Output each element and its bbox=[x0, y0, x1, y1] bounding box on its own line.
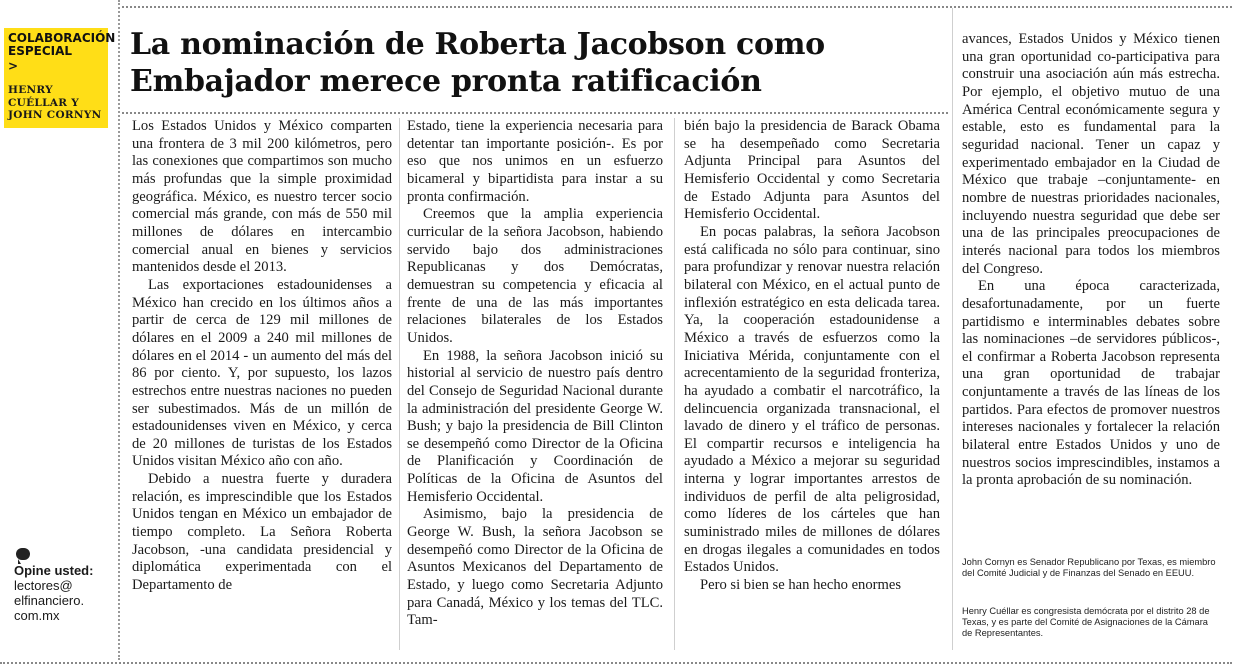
column-divider bbox=[952, 8, 953, 650]
paragraph: En 1988, la señora Jacobson inició su historial al servicio de nuestro país dentro del Consejo de Seguridad Nacional durante la administración del presidente George W. Bush; y bajo la presidencia de Bill Clinton se desempeñó como Director de la Oficina de Planificación y Coordinación de Políticas de la Oficina de Asuntos del Hemisferio Occidental. bbox=[407, 347, 663, 505]
author-names bbox=[8, 84, 108, 122]
paragraph: En pocas palabras, la señora Jacobson está calificada no sólo para continuar, sino para profundizar y renovar nuestra relación bilateral con México, en el actual punto de inflexión estratégico en esta delicada tarea. Ya, la cooperación estadounidense a México a través de esfuerzos como la Iniciativa Mérida, conjuntamente con el acrecentamiento de la seguridad fronteriza, ha ayudado a combatir el narcotráfico, la delincuencia organizada transnacional, el lavado de dinero y el tráfico de personas. El compartir recursos e inteligencia ha ayudado a México a mejorar su seguridad interna y lograr importantes arrestos de individuos de perfil de alta peligrosidad, como líderes de los cárteles que han suministrado miles de millones de dólares en drogas ilegales a comunidades en todos Estados Unidos. bbox=[684, 223, 940, 576]
paragraph: bién bajo la presidencia de Barack Obama se ha desempeñado como Secretaria Adjunta Principal para Asuntos del Hemisferio Occidental y como Secretaria de Estado Adjunta para Asuntos del Hemisferio Occidental. bbox=[684, 118, 940, 223]
bottom-dotted-rule bbox=[0, 662, 1232, 664]
headline-line: La nominación de Roberta Jacobson como bbox=[130, 27, 825, 62]
headline-line: Embajador merece pronta ratificación bbox=[130, 64, 762, 99]
paragraph: Creemos que la amplia experiencia curricular de la señora Jacobson, habiendo servido bajo dos administraciones Republicanas y dos Demócratas, demuestran su competencia y eficacia al frente de una de las más importantes relaciones bilaterales de los Estados Unidos. bbox=[407, 206, 663, 346]
arrow-right-icon: > bbox=[8, 59, 19, 73]
speech-bubble-icon bbox=[16, 548, 30, 560]
sidebar-dotted-divider bbox=[118, 0, 120, 660]
article-column-4 bbox=[962, 31, 1220, 551]
opine-box bbox=[14, 548, 118, 623]
author-line: HENRY bbox=[8, 84, 53, 96]
opine-title: Opine usted: bbox=[14, 563, 94, 578]
column-divider bbox=[399, 118, 400, 650]
article-column-2 bbox=[407, 118, 663, 648]
article-column-1 bbox=[132, 118, 392, 648]
column-divider bbox=[674, 118, 675, 650]
top-dotted-rule bbox=[122, 6, 1232, 8]
author-bio-cuellar: Henry Cuéllar es congresista demócrata por el distrito 28 de Texas, y es parte del Comité de Asignaciones de la Cámara de Representantes. bbox=[962, 606, 1210, 638]
author-line: JOHN CORNYN bbox=[8, 109, 102, 121]
paragraph: Estado, tiene la experiencia necesaria para detentar tan importante posición-. Es por eso que nos unimos en un esfuerzo bicameral y bipartidista para instar a su pronta confirmación. bbox=[407, 118, 663, 205]
opine-email: com.mx bbox=[14, 608, 60, 623]
sidebar bbox=[0, 28, 114, 668]
paragraph: Las exportaciones estadounidenses a México han crecido en los últimos años a partir de cerca de 129 mil millones de dólares en el 2009 a 240 mil millones de dólares en el 2014 - un aumento del más del 86 por ciento. Y, por supuesto, los lazos estrechos entre nuestras naciones no pueden ser subestimados. Más de un millón de estadounidenses viven en México, y cerca de 20 millones de turistas de los Estados Unidos visitan México año con año. bbox=[132, 276, 392, 470]
paragraph: En una época caracterizada, desafortunadamente, por un fuerte partidismo e interminables debates sobre las nominaciones –de servidores públicos-, el confirmar a Roberta Jacobson representa una gran oportunidad de trabajar conjuntamente a través de las líneas de los partidos. Para efectos de promover nuestros intereses nacionales y fortalecer la relación bilateral entre Estados Unidos y uno de nuestros socios imprescindibles, instamos a la pronta aprobación de su nominación. bbox=[962, 278, 1220, 489]
author-line: CUÉLLAR Y bbox=[8, 96, 80, 109]
paragraph: avances, Estados Unidos y México tienen una gran oportunidad co-participativa para construir una asociación aún más estrecha. Por ejemplo, el objetivo mutuo de una América Central económicamente segura y estable, esto es fundamental para la seguridad nacional. Tener un capaz y experimentado embajador en la Ciudad de México que trabaje –conjuntamente- en nombre de nuestras prioridades nacionales, incluyendo nuestra seguridad que debe ser una de las principales preocupaciones de interés nacional para todos los miembros del Congreso. bbox=[962, 31, 1220, 277]
article-column-3 bbox=[684, 118, 940, 648]
section-label: COLABORACIÓN ESPECIAL bbox=[8, 31, 116, 58]
paragraph: Los Estados Unidos y México comparten una frontera de 3 mil 200 kilómetros, pero las conexiones que compartimos son mucho más profundas que la simple proximidad geográfica. México, es nuestro tercer socio comercial más grande, con más de 550 mil millones de dólares en intercambio comercial anual en bienes y servicios mantenidos desde el 2013. bbox=[132, 118, 392, 276]
author-bio-cornyn: John Cornyn es Senador Republicano por Texas, es miembro del Comité Judicial y de Finanzas del Senado en EEUU. bbox=[962, 557, 1216, 578]
paragraph: Pero si bien se han hecho enormes bbox=[700, 577, 902, 594]
headline bbox=[130, 26, 940, 100]
paragraph: Asimismo, bajo la presidencia de George W. Bush, la señora Jacobson se desempeñó como Director de la Oficina de Asuntos Mexicanos del Departamento de Estado, y luego como Secretaria Adjunto para Canadá, México y los temas del TLC. Tam- bbox=[407, 506, 663, 629]
opine-email: elfinanciero. bbox=[14, 593, 85, 608]
opine-email: lectores@ bbox=[14, 578, 73, 593]
paragraph: Debido a nuestra fuerte y duradera relación, es imprescindible que los Estados Unidos tengan en México un embajador de tiempo completo. La Señora Roberta Jacobson, -una candidata presidencial y diplomática experimentada con el Departamento de bbox=[132, 471, 392, 594]
headline-dotted-rule bbox=[122, 112, 948, 114]
